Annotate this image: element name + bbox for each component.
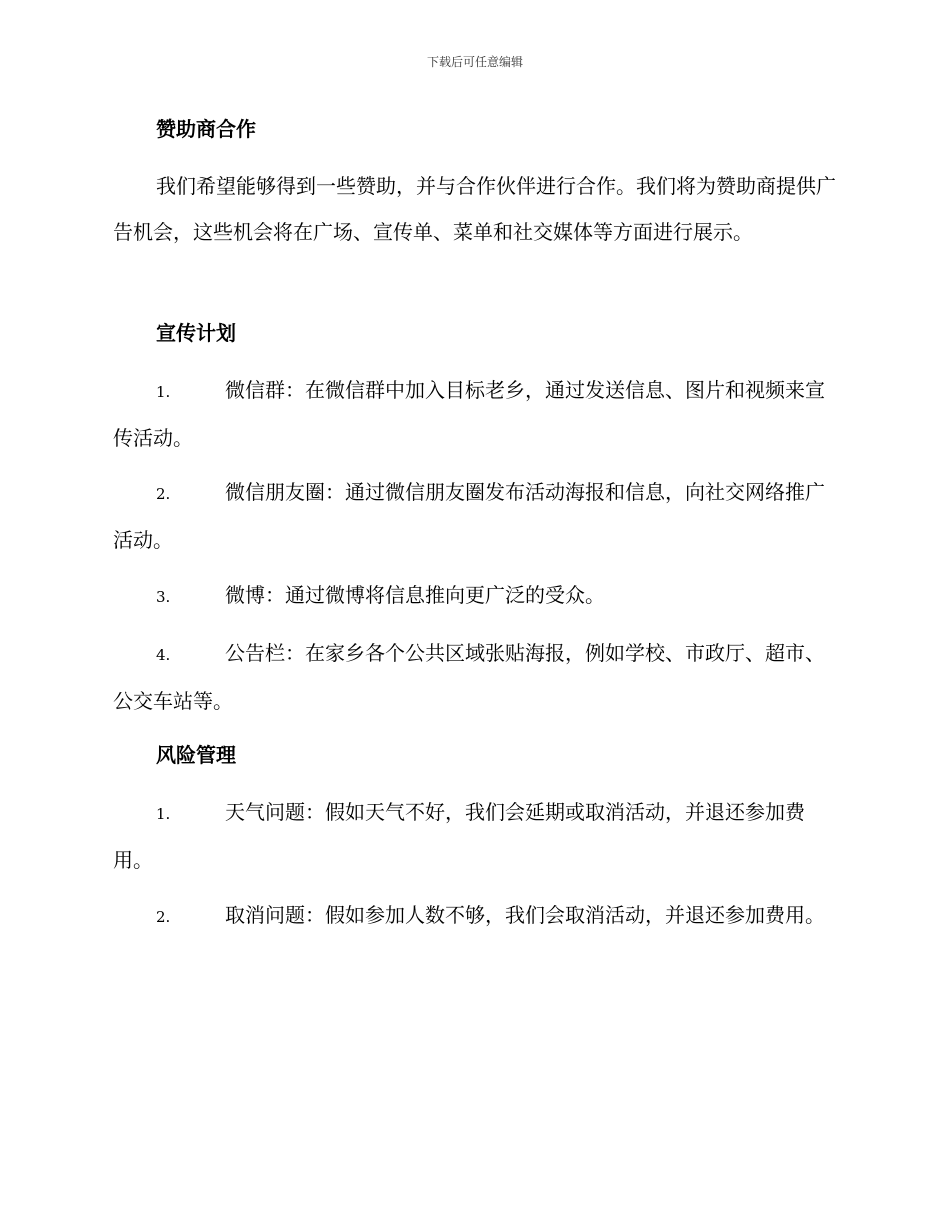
list-item [113,631,838,724]
list-number: 4. [156,646,171,664]
list-number: 1. [156,805,171,823]
list-number: 2. [156,908,171,926]
list-item [113,893,838,941]
list-text: 取消问题：假如参加人数不够，我们会取消活动，并退还参加费用。 [225,903,825,927]
paragraph-sponsor: 我们希望能够得到一些赞助，并与合作伙伴进行合作。我们将为赞助商提供广告机会，这些机会将在广场、宣传单、菜单和社交媒体等方面进行展示。 [113,174,836,244]
list-item [113,470,838,563]
heading-promotion: 宣传计划 [156,321,236,345]
list-text: 微信朋友圈：通过微信朋友圈发布活动海报和信息，向社交网络推广活动。 [113,480,825,552]
list-text: 微博：通过微博将信息推向更广泛的受众。 [225,583,605,607]
heading-sponsor: 赞助商合作 [156,117,256,141]
list-number: 2. [156,485,171,503]
list-number: 1. [156,383,171,401]
list-number: 3. [156,588,171,606]
list-text: 微信群：在微信群中加入目标老乡，通过发送信息、图片和视频来宣传活动。 [113,378,825,450]
list-item [113,368,838,461]
list-item [113,573,838,621]
list-item [113,790,838,883]
list-text: 公告栏：在家乡各个公共区域张贴海报，例如学校、市政厅、超市、公交车站等。 [113,641,825,713]
heading-risk: 风险管理 [156,743,236,767]
page-header: 下载后可任意编辑 [426,55,523,69]
list-text: 天气问题：假如天气不好，我们会延期或取消活动，并退还参加费用。 [113,800,805,872]
